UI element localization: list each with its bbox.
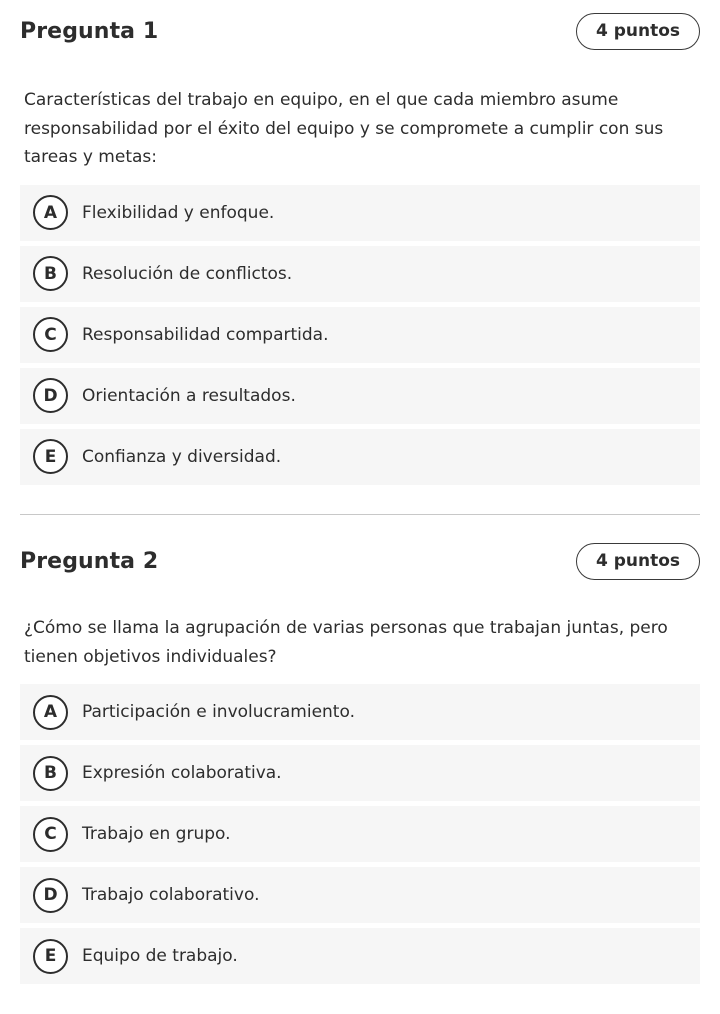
points-badge: 4 puntos	[576, 543, 700, 580]
answer-options	[20, 684, 700, 984]
question-header	[20, 12, 700, 50]
question-1	[20, 12, 700, 490]
question-header	[20, 542, 700, 580]
option-text: Trabajo en grupo.	[82, 824, 231, 844]
option-text: Participación e involucramiento.	[82, 702, 355, 722]
option-e[interactable]	[20, 429, 700, 485]
option-c[interactable]	[20, 307, 700, 363]
option-d[interactable]	[20, 867, 700, 923]
option-letter: E	[33, 939, 68, 974]
points-badge: 4 puntos	[576, 13, 700, 50]
option-text: Orientación a resultados.	[82, 385, 296, 406]
question-title: Pregunta 1	[20, 18, 159, 44]
option-letter: B	[33, 756, 68, 791]
answer-options	[20, 185, 700, 485]
question-title: Pregunta 2	[20, 548, 159, 574]
option-c[interactable]	[20, 806, 700, 862]
option-text: Resolución de conflictos.	[82, 263, 293, 284]
option-b[interactable]	[20, 246, 700, 302]
option-text: Confianza y diversidad.	[82, 446, 282, 467]
option-d[interactable]	[20, 368, 700, 424]
option-text: Equipo de trabajo.	[82, 946, 238, 966]
option-letter: A	[33, 195, 68, 230]
question-prompt: ¿Cómo se llama la agrupación de varias personas que trabajan juntas, pero tienen objetivos individuales?	[24, 618, 668, 667]
question-divider	[20, 514, 700, 515]
option-text: Responsabilidad compartida.	[82, 324, 329, 345]
option-e[interactable]	[20, 928, 700, 984]
option-letter: D	[33, 878, 68, 913]
option-letter: E	[33, 439, 68, 474]
option-letter: B	[33, 256, 68, 291]
question-2	[20, 542, 700, 989]
option-letter: C	[33, 317, 68, 352]
question-prompt: Características del trabajo en equipo, en el que cada miembro asume responsabilidad por el éxito del equipo y se compromete a cumplir con sus tareas y metas:	[24, 90, 664, 167]
option-a[interactable]	[20, 185, 700, 241]
option-b[interactable]	[20, 745, 700, 801]
option-text: Expresión colaborativa.	[82, 763, 282, 783]
option-letter: C	[33, 817, 68, 852]
option-text: Trabajo colaborativo.	[82, 885, 260, 905]
option-letter: D	[33, 378, 68, 413]
option-letter: A	[33, 695, 68, 730]
option-text: Flexibilidad y enfoque.	[82, 202, 275, 223]
option-a[interactable]	[20, 684, 700, 740]
